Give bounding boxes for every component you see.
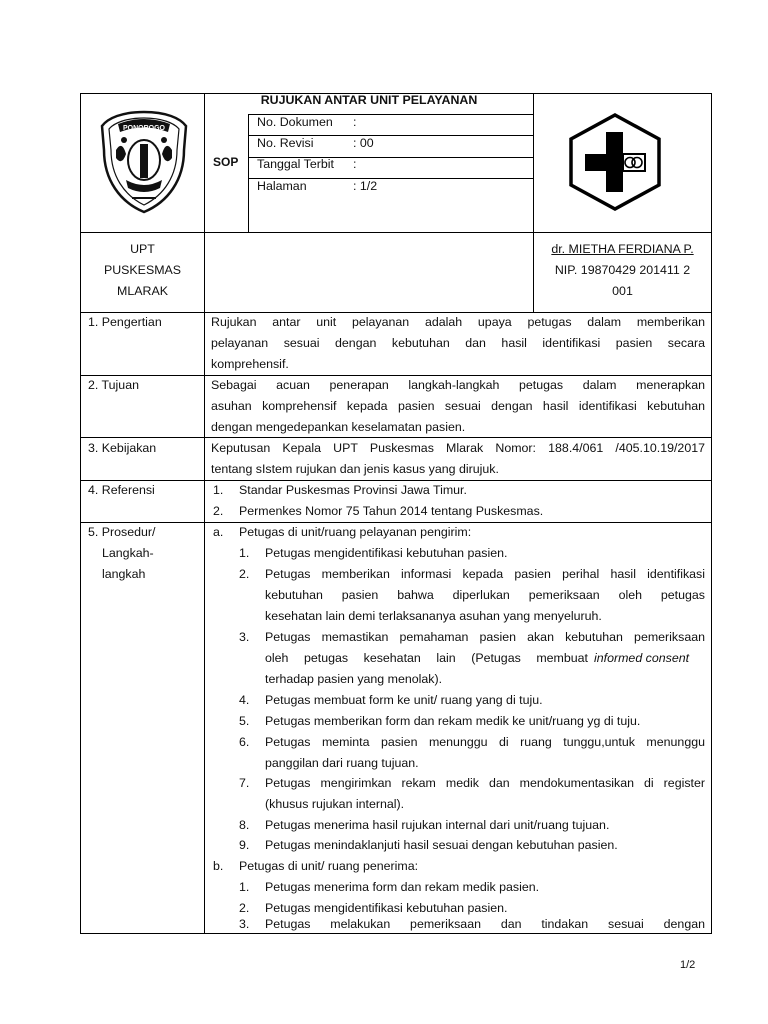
a-item-6-line-1: Petugas meminta pasien menunggu di ruang tunggu,untuk menunggu — [265, 735, 705, 749]
tujuan-line-3: dengan mengedepankan keselamatan pasien. — [211, 420, 466, 434]
signatory-nip-line-1: NIP. 19870429 201411 2 — [554, 263, 691, 277]
b-item-2-num: 2. — [239, 901, 250, 915]
field-label-halaman: Halaman — [257, 179, 307, 193]
referensi-item-1: Standar Puskesmas Provinsi Jawa Timur. — [239, 483, 467, 497]
b-item-3-num: 3. — [239, 917, 250, 931]
prosedur-b-mark: b. — [213, 859, 224, 873]
field-label-no-dokumen: No. Dokumen — [257, 115, 333, 129]
b-item-3-line-1: Petugas melakukan pemeriksaan dan tindakan sesuai dengan — [265, 917, 705, 931]
document-title: RUJUKAN ANTAR UNIT PELAYANAN — [260, 93, 478, 107]
a-item-1-line-1: Petugas mengidentifikasi kebutuhan pasien. — [265, 546, 508, 560]
a-item-1-num: 1. — [239, 546, 250, 560]
referensi-num-2: 2. — [213, 504, 224, 518]
a-item-6-line-2: panggilan dari ruang tujuan. — [265, 756, 419, 770]
a-item-3-line-1: Petugas memastikan pemahaman pasien akan kebutuhan pemeriksaan — [265, 630, 705, 644]
field-value-no-dokumen: : — [353, 115, 357, 129]
puskesmas-hexagon-logo — [567, 112, 663, 212]
a-item-2-line-2: kebutuhan pasien bahwa diperlukan pemeriksaan oleh petugas — [265, 588, 705, 602]
unit-line-2: PUSKESMAS — [103, 263, 182, 277]
ponorogo-emblem-logo — [96, 110, 192, 214]
tujuan-line-2: asuhan komprehensif kepada pasien sesuai dengan hasil identifikasi kebutuhan — [211, 399, 705, 413]
pengertian-line-1: Rujukan antar unit pelayanan adalah upaya petugas dalam memberikan — [211, 315, 705, 329]
a-item-4-num: 4. — [239, 693, 250, 707]
field-value-halaman: : 1/2 — [353, 179, 378, 193]
section-label-kebijakan: 3. Kebijakan — [88, 441, 157, 455]
signatory-name: dr. MIETHA FERDIANA P. — [551, 242, 694, 256]
a-item-2-num: 2. — [239, 567, 250, 581]
prosedur-b-heading: Petugas di unit/ ruang penerima: — [239, 859, 419, 873]
a-item-8-num: 8. — [239, 818, 250, 832]
section-label-referensi: 4. Referensi — [88, 483, 155, 497]
b-item-1-num: 1. — [239, 880, 250, 894]
sop-label: SOP — [213, 155, 239, 169]
a-item-5-line-1: Petugas memberikan form dan rekam medik ke unit/ruang yg di tuju. — [265, 714, 641, 728]
a-item-3-italic-term: informed consent — [594, 651, 690, 665]
kebijakan-line-1: Keputusan Kepala UPT Puskesmas Mlarak Nomor: 188.4/061 /405.10.19/2017 — [211, 441, 705, 455]
a-item-7-line-1: Petugas mengirimkan rekam medik dan mendokumentasikan di register — [265, 776, 705, 790]
prosedur-a-heading: Petugas di unit/ruang pelayanan pengirim: — [239, 525, 472, 539]
unit-line-3: MLARAK — [117, 284, 168, 298]
b-item-1-line-1: Petugas menerima form dan rekam medik pasien. — [265, 880, 540, 894]
referensi-num-1: 1. — [213, 483, 224, 497]
field-label-no-revisi: No. Revisi — [257, 136, 314, 150]
a-item-4-line-1: Petugas membuat form ke unit/ ruang yang di tuju. — [265, 693, 543, 707]
pengertian-line-3: komprehensif. — [211, 357, 289, 371]
referensi-item-2: Permenkes Nomor 75 Tahun 2014 tentang Puskesmas. — [239, 504, 544, 518]
prosedur-a-mark: a. — [213, 525, 224, 539]
a-item-5-num: 5. — [239, 714, 250, 728]
section-label-tujuan: 2. Tujuan — [88, 378, 139, 392]
a-item-2-line-3: kesehatan lain demi terlaksananya asuhan yang menyeluruh. — [265, 609, 602, 623]
a-item-2-line-1: Petugas memberikan informasi kepada pasien perihal hasil identifikasi — [265, 567, 705, 581]
a-item-7-num: 7. — [239, 776, 250, 790]
field-value-no-revisi: : 00 — [353, 136, 374, 150]
unit-line-1: UPT — [130, 242, 155, 256]
field-label-tanggal-terbit: Tanggal Terbit — [257, 157, 334, 171]
section-label-prosedur-3: langkah — [102, 567, 146, 581]
a-item-3-line-2: oleh petugas kesehatan lain (Petugas membuat — [265, 651, 588, 665]
a-item-7-line-2: (khusus rujukan internal). — [265, 797, 405, 811]
section-label-pengertian: 1. Pengertian — [88, 315, 162, 329]
a-item-9-num: 9. — [239, 838, 250, 852]
field-value-tanggal-terbit: : — [353, 157, 357, 171]
b-item-2-line-1: Petugas mengidentifikasi kebutuhan pasien. — [265, 901, 508, 915]
a-item-6-num: 6. — [239, 735, 250, 749]
logo-banner-text: PONOROGO — [122, 125, 166, 132]
a-item-8-line-1: Petugas menerima hasil rujukan internal dari unit/ruang tujuan. — [265, 818, 610, 832]
tujuan-line-1: Sebagai acuan penerapan langkah-langkah petugas dalam menerapkan — [211, 378, 705, 392]
pengertian-line-2: pelayanan sesuai dengan kebutuhan dan hasil identifikasi pasien secara — [211, 336, 705, 350]
page-number: 1/2 — [680, 959, 696, 971]
section-label-prosedur-1: 5. Prosedur/ — [88, 525, 156, 539]
signatory-nip-line-2: 001 — [612, 284, 633, 298]
kebijakan-line-2: tentang sIstem rujukan dan jenis kasus yang dirujuk. — [211, 462, 499, 476]
section-label-prosedur-2: Langkah- — [102, 546, 154, 560]
a-item-3-num: 3. — [239, 630, 250, 644]
a-item-9-line-1: Petugas menindaklanjuti hasil sesuai dengan kebutuhan pasien. — [265, 838, 618, 852]
a-item-3-line-3: terhadap pasien yang menolak). — [265, 672, 443, 686]
